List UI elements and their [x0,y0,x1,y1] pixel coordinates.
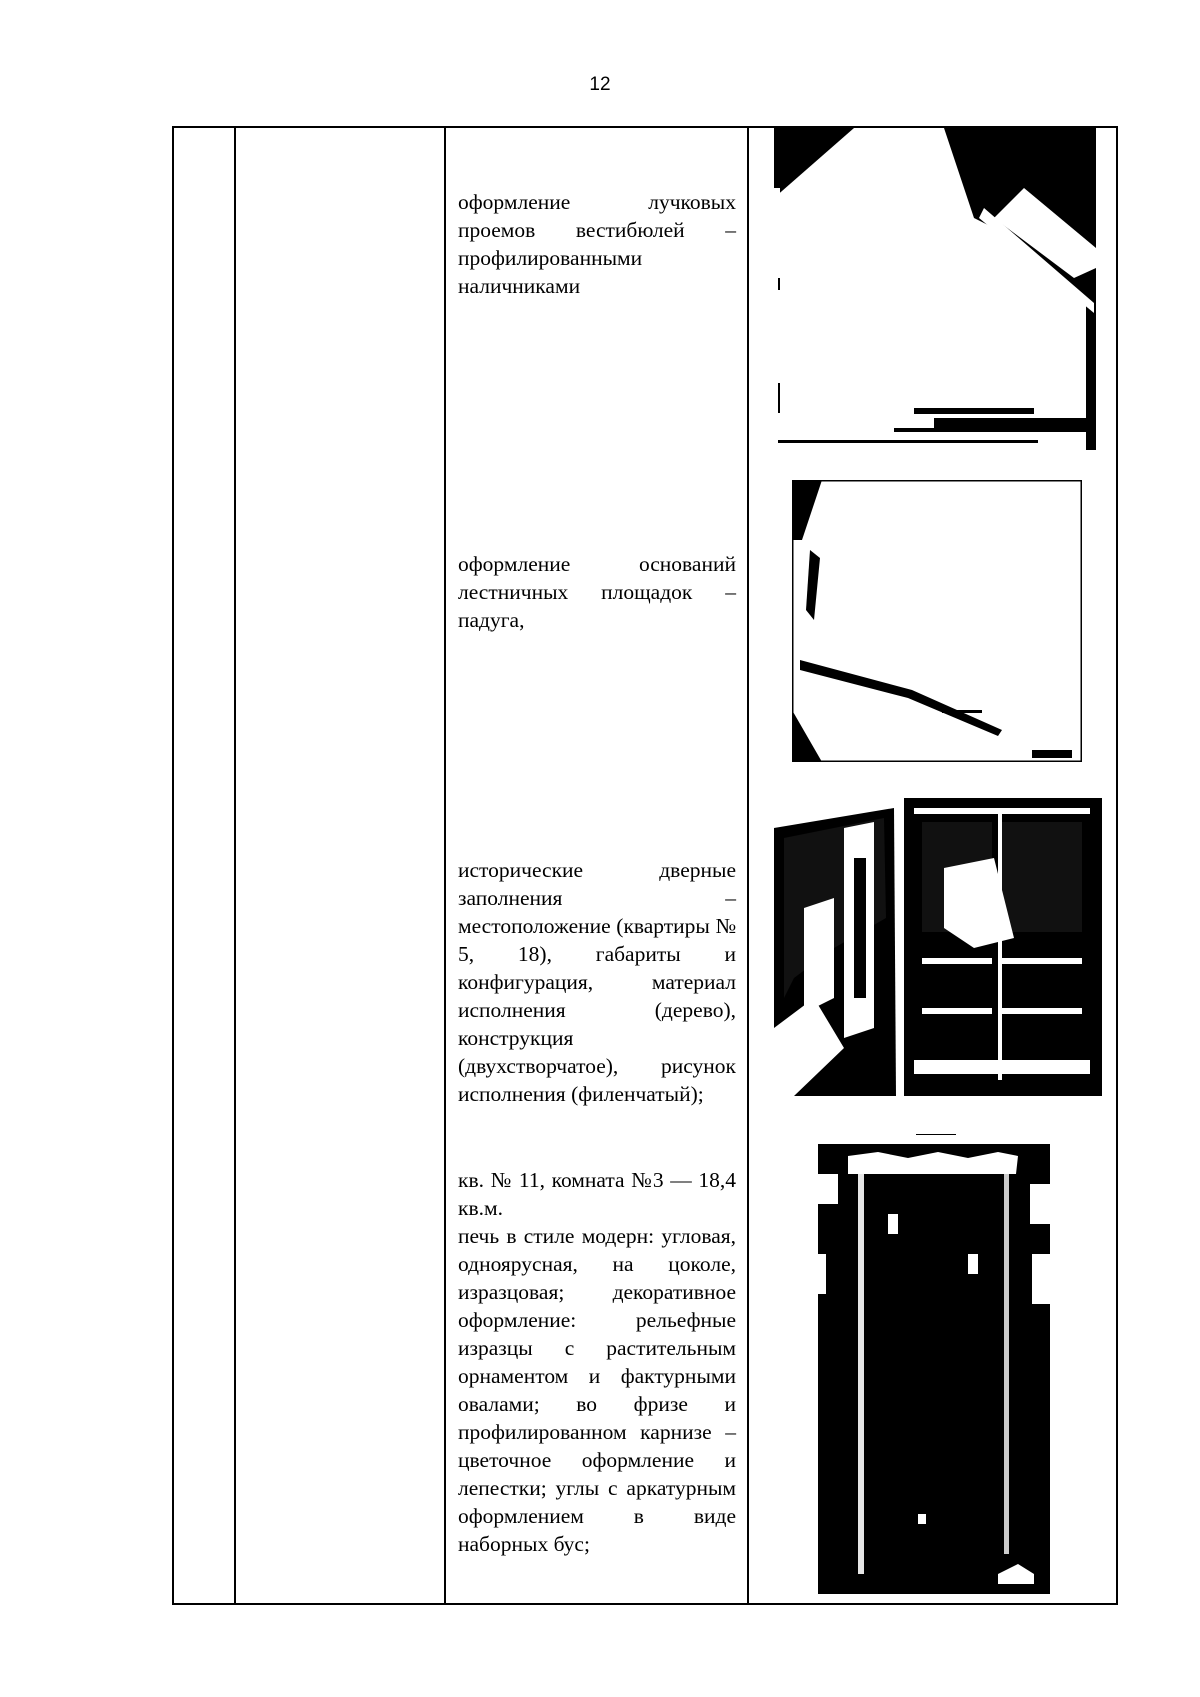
column-divider [234,128,236,1603]
element-description: оформление оснований лестничных площадок – падуга, [458,552,736,632]
double-door-photo [774,798,1102,1096]
page-number: 12 [589,74,611,95]
column-divider [747,128,749,1603]
element-description: оформление лучковых проемов вестибюлей – профилированными наличниками [458,190,736,298]
stair-landing-photo [792,480,1082,762]
monument-elements-table [172,126,1118,1605]
arch-molding-photo [774,128,1096,450]
column-divider [444,128,446,1603]
tiled-stove-photo [818,1134,1050,1594]
element-description: исторические дверные заполнения – местоположение (квартиры № 5, 18), габариты и конфигурация, материал исполнения (дерево), конструкция (двухстворчатое), рисунок исполнения (филенчатый); [458,858,736,1106]
element-description: кв. № 11, комната №3 — 18,4 кв.м. печь в стиле модерн: угловая, одноярусная, на цоколе, изразцовая; декоративное оформление: рельефные изразцы с растительным орнаментом и фактурными овалами; во фризе и профилированном карнизе – цветочное оформление и лепестки; углы с аркатурным оформлением в виде наборных бус; [458,1168,736,1556]
